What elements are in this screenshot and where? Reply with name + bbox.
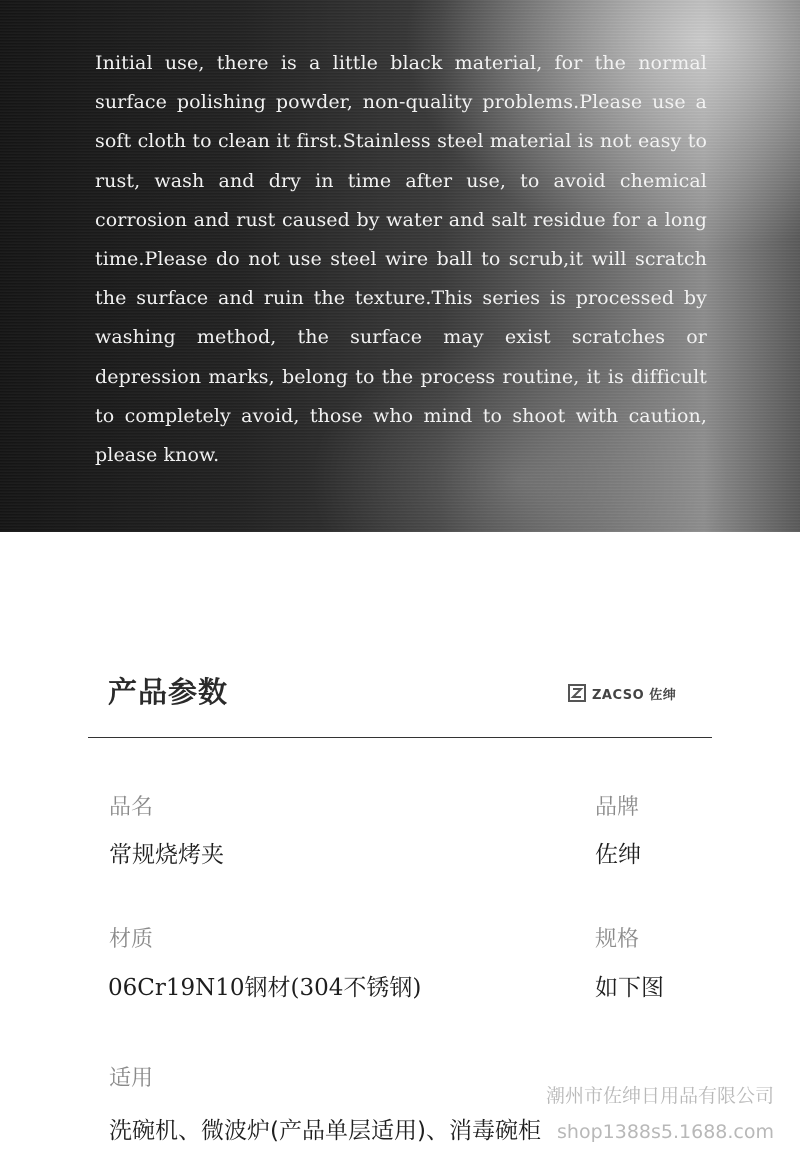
watermark-url: shop1388s5.1688.com [557, 1121, 774, 1143]
section-divider [88, 737, 712, 738]
usage-value: 洗碗机、微波炉(产品单层适用)、消毒碗柜 [109, 1118, 541, 1144]
product-name-label: 品名 [109, 795, 154, 820]
brand-label: 品牌 [595, 795, 640, 820]
care-notice-banner [0, 0, 800, 532]
product-name-value: 常规烧烤夹 [109, 842, 224, 868]
brand-logo-text: ZACSO 佐绅 [592, 687, 677, 703]
zacso-logo-icon [568, 684, 586, 702]
spec-label: 规格 [595, 927, 640, 952]
material-value: 06Cr19N10钢材(304不锈钢) [108, 975, 422, 1001]
watermark-company: 潮州市佐绅日用品有限公司 [545, 1085, 774, 1107]
brand-value: 佐绅 [595, 842, 641, 868]
brand-logo [568, 682, 676, 704]
care-notice-text: Initial use, there is a little black material, for the normal surface polishing powder, non-quality problems.Please use a soft cloth to clean it first.Stainless steel material is not easy to rust, wash and dry in time after use, to avoid chemical corrosion and rust caused by water and salt residue for a long time.Please do not use steel wire ball to scrub,it will scratch the surface and ruin the texture.This series is processed by washing method, the surface may exist scratches or depression marks, belong to the process routine, it is difficult to completely avoid, those who mind to shoot with caution, please know. [95, 52, 707, 467]
spec-value: 如下图 [595, 975, 664, 1001]
material-label: 材质 [109, 927, 154, 952]
section-title: 产品参数 [108, 675, 229, 709]
usage-label: 适用 [109, 1066, 154, 1091]
